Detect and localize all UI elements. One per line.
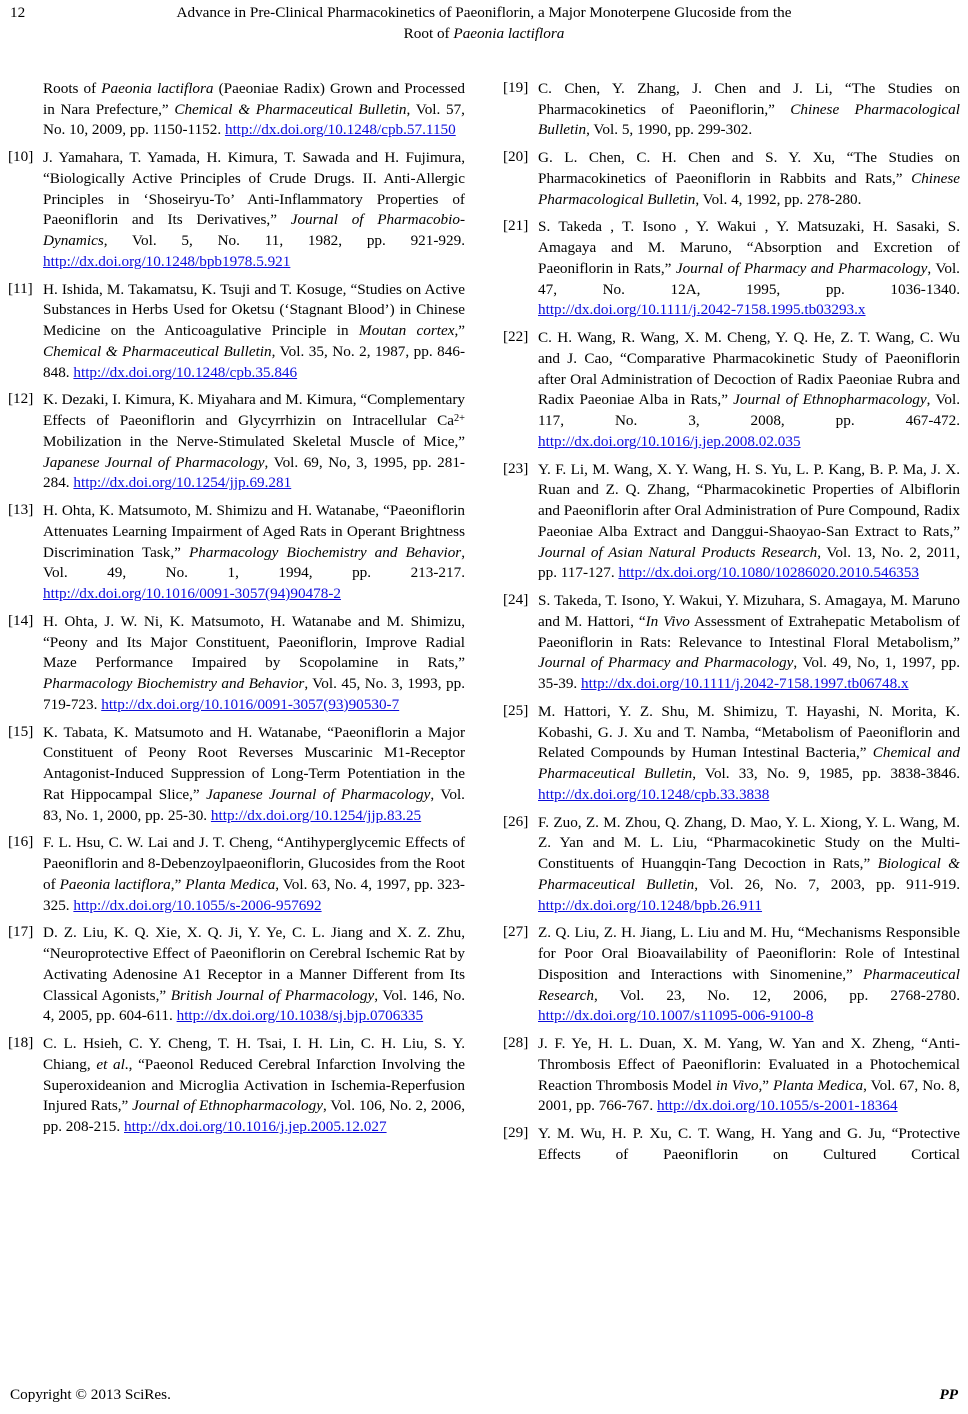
italic-text: Journal of Pharmacy and Pharmacology bbox=[675, 259, 928, 277]
italic-text: In Vivo bbox=[645, 612, 690, 630]
reference-text bbox=[538, 702, 960, 806]
reference-text-segment: F. L. Hsu, C. W. Lai and J. T. Cheng, “Antihyperglycemic Effects of Paeoniflorin and 8-Debenzoylpaeoniflorin, Glucosides from the Root of bbox=[43, 834, 465, 893]
reference-text-segment: J. F. Ye, H. L. Duan, X. M. Yang, W. Yan and X. Zheng, “Anti-Thrombosis Effect of Paeoniflorin: Evaluated in a Photochemical Reaction Thrombosis Model bbox=[538, 1035, 960, 1094]
reference-text-segment: Mobilization in the Nerve-Stimulated Skeletal Muscle of Mice,” bbox=[43, 432, 465, 450]
italic-text: Journal of Ethnopharmacology bbox=[132, 1097, 323, 1115]
reference-text-segment: , Vol. 26, No. 7, 2003, pp. 911-919. bbox=[694, 875, 960, 893]
reference-text-segment: , Vol. 83, No. 1, 2000, pp. 25-30. bbox=[43, 785, 465, 824]
italic-text: Journal of Pharmacobio-Dynamics bbox=[43, 211, 465, 250]
reference-text-segment: , Vol. 49, No. 1, 1994, pp. 213-217. bbox=[43, 543, 465, 582]
reference-text-segment: Y. F. Li, M. Wang, X. Y. Wang, H. S. Yu, L. P. Kang, B. P. Ma, J. X. Ruan and Z. Q. Zhang, “Pharmacokinetic Properties of Albiflorin and Paeoniflorin after Oral Administration of Pure Compound, Radix Paeoniae Alba Extract and Danggui-Shaoyao-San Extract to Rats,” bbox=[538, 460, 960, 540]
reference-entry bbox=[8, 148, 465, 273]
reference-entry bbox=[503, 328, 960, 453]
doi-link[interactable]: http://dx.doi.org/10.1248/bpb1978.5.921 bbox=[43, 252, 291, 270]
italic-text: Chemical and Pharmaceutical Bulletin bbox=[538, 744, 960, 783]
reference-entry bbox=[8, 501, 465, 605]
reference-number: [18] bbox=[8, 1034, 34, 1052]
doi-link[interactable]: http://dx.doi.org/10.1055/s-2006-957692 bbox=[73, 896, 322, 914]
page-footer bbox=[8, 1386, 960, 1406]
reference-text-segment: G. L. Chen, C. H. Chen and S. Y. Xu, “The Studies on Pharmacokinetics of Paeoniflorin in Rabbits and Rats,” bbox=[538, 149, 960, 187]
reference-text-segment: , Vol. 33, No. 9, 1985, pp. 3838-3846. bbox=[692, 765, 960, 783]
italic-text: in Vivo bbox=[715, 1076, 759, 1094]
italic-text: Journal of Pharmacy and Pharmacology bbox=[538, 654, 794, 672]
page-number: 12 bbox=[10, 4, 26, 21]
reference-number: [17] bbox=[8, 923, 34, 941]
reference-text bbox=[43, 1034, 465, 1138]
reference-text-segment: , Vol. 117, No. 3, 2008, pp. 467-472. bbox=[538, 391, 960, 430]
reference-text bbox=[538, 923, 960, 1027]
reference-text-segment: , Vol. 13, No. 2, 2011, pp. 117-127. bbox=[538, 543, 960, 582]
reference-number: [10] bbox=[8, 148, 34, 166]
copyright-text: Copyright © 2013 SciRes. bbox=[10, 1386, 171, 1403]
reference-text-segment: , Vol. 23, No. 12, 2006, pp. 2768-2780. bbox=[593, 986, 960, 1004]
reference-text bbox=[43, 612, 465, 716]
italic-text: Pharmaceutical Research bbox=[538, 965, 960, 1004]
doi-link[interactable]: http://dx.doi.org/10.1254/jjp.83.25 bbox=[210, 806, 422, 824]
reference-number: [27] bbox=[503, 923, 529, 941]
reference-text-segment: , Vol. 69, No, 3, 1995, pp. 281-284. bbox=[43, 453, 465, 492]
reference-text-segment: M. Hattori, Y. Z. Shu, M. Shimizu, T. Hayashi, N. Morita, K. Kobashi, G. J. Xu and T. Namba, “Metabolism of Paeoniflorin and Related Compounds by Human Intestinal Bacteria,” bbox=[538, 702, 960, 762]
reference-text-segment: C. Chen, Y. Zhang, J. Chen and J. Li, “The Studies on Pharmacokinetics of Paeoniflorin,” bbox=[538, 79, 960, 118]
reference-entry bbox=[503, 1034, 960, 1117]
italic-text: Paeonia lactiflora bbox=[59, 875, 171, 893]
reference-text bbox=[538, 79, 960, 141]
reference-number: [26] bbox=[503, 812, 529, 830]
superscript-text: 2+ bbox=[454, 412, 465, 424]
italic-text: Moutan cortex bbox=[358, 322, 455, 340]
running-title-line2 bbox=[8, 24, 960, 45]
reference-entry bbox=[503, 460, 960, 585]
reference-text bbox=[43, 148, 465, 273]
reference-number: [11] bbox=[8, 279, 33, 297]
reference-text-segment: , Vol. 5, 1990, pp. 299-302. bbox=[586, 121, 753, 139]
reference-text bbox=[538, 813, 960, 917]
reference-entry bbox=[8, 79, 465, 141]
reference-number: [21] bbox=[503, 217, 529, 235]
reference-text bbox=[43, 833, 465, 916]
reference-text-segment: Z. Q. Liu, Z. H. Jiang, L. Liu and M. Hu, “Mechanisms Responsible for Poor Oral Bioavailability of Paeoniflorin: Role of Intestinal Disposition and Interactions with Sinomenine,” bbox=[538, 924, 960, 983]
reference-text-segment: S. Takeda , T. Isono , Y. Wakui , Y. Matsuzaki, H. Sasaki, S. Amagaya and M. Maruno, “Absorption and Excretion of Paeoniflorin in Rats,” bbox=[538, 218, 960, 277]
reference-text bbox=[43, 723, 465, 827]
reference-text-segment: , Vol. 49, No, 1, 1997, pp. 35-39. bbox=[538, 654, 960, 693]
reference-entry bbox=[8, 1034, 465, 1138]
reference-entry bbox=[503, 923, 960, 1027]
reference-number: [23] bbox=[503, 459, 529, 477]
reference-text-segment: , Vol. 63, No. 4, 1997, pp. 323-325. bbox=[43, 875, 465, 914]
italic-text: British Journal of Pharmacology bbox=[170, 986, 375, 1004]
italic-text: Journal of Ethnopharmacology bbox=[733, 391, 927, 409]
doi-link[interactable]: http://dx.doi.org/10.1248/cpb.33.3838 bbox=[538, 785, 770, 803]
references-column-left bbox=[8, 79, 465, 1145]
journal-abbreviation: PP bbox=[939, 1386, 958, 1403]
reference-entry bbox=[503, 702, 960, 806]
doi-link[interactable]: http://dx.doi.org/10.1111/j.2042-7158.1997.tb06748.x bbox=[581, 675, 909, 693]
reference-text bbox=[538, 148, 960, 210]
reference-entry bbox=[503, 813, 960, 917]
doi-link[interactable]: http://dx.doi.org/10.1007/s11095-006-9100-8 bbox=[538, 1007, 814, 1025]
reference-text-segment: ,” bbox=[454, 322, 465, 340]
italic-text: Pharmacology Biochemistry and Behavior bbox=[188, 543, 462, 561]
reference-number: [20] bbox=[503, 148, 529, 166]
italic-text: Journal of Asian Natural Products Research bbox=[538, 543, 818, 561]
reference-text-segment: J. Yamahara, T. Yamada, H. Kimura, T. Sawada and H. Fujimura, “Biologically Active Principles of Crude Drugs. II. Anti-Allergic Principles in ‘Shoseiryu-To’ Anti-Inflammatory Properties of Paeoniflorin and Its Derivatives,” bbox=[43, 149, 465, 229]
references-section bbox=[8, 79, 960, 1386]
italic-text: Chemical & Pharmaceutical Bulletin bbox=[174, 100, 407, 118]
italic-text: Pharmacology Biochemistry and Behavior bbox=[43, 675, 305, 693]
reference-text-segment: (Paeoniae Radix) Grown and Processed in Nara Prefecture,” bbox=[43, 79, 465, 118]
reference-number: [25] bbox=[503, 701, 529, 719]
reference-text-segment: , Vol. 47, No. 12A, 1995, pp. 1036-1340. bbox=[538, 259, 960, 298]
running-title-line2-prefix: Root of bbox=[403, 24, 454, 42]
reference-number: [24] bbox=[503, 591, 529, 609]
reference-text bbox=[538, 217, 960, 321]
reference-text bbox=[538, 1034, 960, 1117]
doi-link[interactable]: http://dx.doi.org/10.1038/sj.bjp.0706335 bbox=[176, 1007, 424, 1025]
reference-text bbox=[538, 1124, 960, 1166]
reference-text bbox=[538, 460, 960, 585]
reference-text bbox=[43, 501, 465, 605]
reference-text-segment: S. Takeda, T. Isono, Y. Wakui, Y. Mizuhara, S. Amagaya, M. Maruno and M. Hattori, “ bbox=[538, 592, 960, 630]
italic-text: Paeonia lactiflora bbox=[101, 79, 214, 97]
doi-link[interactable]: http://dx.doi.org/10.1111/j.2042-7158.1995.tb03293.x bbox=[538, 301, 866, 319]
reference-entry bbox=[8, 280, 465, 384]
doi-link[interactable]: http://dx.doi.org/10.1080/10286020.2010.546353 bbox=[618, 564, 919, 582]
reference-text-segment: , Vol. 57, No. 10, 2009, pp. 1150-1152. bbox=[43, 100, 465, 139]
reference-number: [28] bbox=[503, 1034, 529, 1052]
italic-text: Chinese Pharmacological Bulletin bbox=[538, 169, 960, 208]
doi-link[interactable]: http://dx.doi.org/10.1016/j.jep.2005.12.027 bbox=[124, 1118, 387, 1136]
reference-text-segment: ,” bbox=[758, 1076, 774, 1094]
italic-text: Chemical & Pharmaceutical Bulletin bbox=[43, 342, 272, 360]
reference-text bbox=[43, 923, 465, 1027]
reference-text bbox=[538, 328, 960, 453]
reference-text-segment: D. Z. Liu, K. Q. Xie, X. Q. Ji, Y. Ye, C. L. Jiang and X. Z. Zhu, “Neuroprotective Effect of Paeoniflorin on Cerebral Ischemic Rat by Activating Adenosine A1 Receptor in a Manner Different from Its Classical Agonists,” bbox=[43, 924, 465, 1004]
reference-text-segment: C. H. Wang, R. Wang, X. M. Cheng, Y. Q. He, Z. T. Wang, C. Wu and J. Cao, “Comparative Pharmacokinetic Study of Paeoniflorin after Oral Administration of Decoction of Radix Paeoniae Rubra and Radix Paeoniae Alba in Rats,” bbox=[538, 329, 960, 409]
reference-text-segment: , Vol. 45, No. 3, 1993, pp. 719-723. bbox=[43, 675, 465, 713]
reference-text-segment: , Vol. 4, 1992, pp. 278-280. bbox=[695, 190, 862, 208]
reference-text-segment: ., “Paeonol Reduced Cerebral Infarction Involving the Superoxideanion and Microglia Activation in Ischemia-Reperfusion Injured Rats,” bbox=[43, 1055, 465, 1115]
page-header bbox=[8, 3, 960, 45]
reference-text-segment: K. Dezaki, I. Kimura, K. Miyahara and M. Kimura, “Complementary Effects of Paeoniflorin and Glycyrrhizin on Intracellular Ca bbox=[43, 391, 465, 430]
italic-text: et al bbox=[96, 1055, 125, 1073]
italic-text: Japanese Journal of Pharmacology bbox=[43, 453, 265, 471]
reference-text-segment: , Vol. 35, No. 2, 1987, pp. 846-848. bbox=[43, 342, 466, 381]
reference-text-segment: , Vol. 67, No. 8, 2001, pp. 766-767. bbox=[538, 1076, 960, 1115]
reference-entry bbox=[8, 390, 465, 494]
reference-number: [19] bbox=[503, 78, 529, 96]
doi-link[interactable]: http://dx.doi.org/10.1055/s-2001-18364 bbox=[656, 1097, 898, 1115]
running-title-species-italic: Paeonia lactiflora bbox=[453, 24, 565, 42]
reference-entry bbox=[8, 612, 465, 716]
reference-text-segment: , Vol. 5, No. 11, 1982, pp. 921-929. bbox=[103, 232, 465, 250]
reference-text-segment: H. Ohta, J. W. Ni, K. Matsumoto, H. Watanabe and M. Shimizu, “Peony and Its Major Constituent, Paeoniflorin, Improve Radial Maze Performance Impaired by Scopolamine in Rats,” bbox=[43, 612, 465, 672]
doi-link[interactable]: http://dx.doi.org/10.1248/cpb.35.846 bbox=[73, 363, 298, 381]
doi-link[interactable]: http://dx.doi.org/10.1016/0091-3057(93)90530-7 bbox=[101, 695, 400, 713]
reference-text-segment: , Vol. 146, No. 4, 2005, pp. 604-611. bbox=[43, 986, 465, 1025]
reference-text-segment: Assessment of Extrahepatic Metabolism of Paeoniflorin in Rats: Relevance to Intestinal Floral Metabolism,” bbox=[538, 612, 960, 651]
reference-number: [13] bbox=[8, 501, 34, 519]
reference-text-segment: C. L. Hsieh, C. Y. Cheng, T. H. Tsai, I. H. Lin, C. H. Liu, S. Y. Chiang, bbox=[43, 1035, 465, 1073]
doi-link[interactable]: http://dx.doi.org/10.1254/jjp.69.281 bbox=[73, 474, 292, 492]
reference-text bbox=[43, 280, 465, 384]
reference-text bbox=[538, 591, 960, 695]
doi-link[interactable]: http://dx.doi.org/10.1016/0091-3057(94)90478-2 bbox=[43, 585, 341, 603]
italic-text: Planta Medica bbox=[773, 1076, 864, 1094]
reference-number: [29] bbox=[503, 1124, 529, 1142]
reference-text-segment: F. Zuo, Z. M. Zhou, Q. Zhang, D. Mao, Y. L. Xiong, Y. L. Wang, M. Z. Yan and M. L. Liu, “Pharmacokinetic Study on the Multi-Constituents of Huangqin-Tang Decoction in Rats,” bbox=[538, 813, 960, 873]
reference-number: [22] bbox=[503, 328, 529, 346]
reference-text-segment: H. Ishida, M. Takamatsu, K. Tsuji and T. Kosuge, “Studies on Active Substances in Herbs Used for Oketsu (‘Stagnant Blood’) in Chinese Medicine on the Anticoagulative Principle in bbox=[43, 280, 465, 340]
reference-text bbox=[43, 79, 465, 141]
reference-entry bbox=[8, 723, 465, 827]
reference-entry bbox=[503, 1124, 960, 1166]
reference-entry bbox=[8, 923, 465, 1027]
reference-entry bbox=[503, 148, 960, 210]
reference-text-segment: Y. M. Wu, H. P. Xu, C. T. Wang, H. Yang and G. Ju, “Protective Effects of Paeoniflorin on Cultured Cortical bbox=[538, 1125, 960, 1163]
reference-entry bbox=[503, 217, 960, 321]
reference-text-segment: Roots of bbox=[43, 79, 102, 97]
reference-number: [12] bbox=[8, 390, 34, 408]
reference-text-segment: K. Tabata, K. Matsumoto and H. Watanabe, “Paeoniflorin a Major Constituent of Peony Root Reverses Muscarinic M1-Receptor Antagonist-Induced Suppression of Long-Term Potentiation in the Rat Hippocampal Slice,” bbox=[43, 723, 465, 803]
italic-text: Planta Medica bbox=[185, 875, 276, 893]
italic-text: Chinese Pharmacological Bulletin bbox=[538, 100, 960, 139]
reference-number: [16] bbox=[8, 833, 34, 851]
italic-text: Biological & Pharmaceutical Bulletin bbox=[538, 855, 960, 893]
reference-text-segment: H. Ohta, K. Matsumoto, M. Shimizu and H. Watanabe, “Paeoniflorin Attenuates Learning Impairment of Aged Rats in Operant Brightness Discrimination Task,” bbox=[43, 502, 465, 561]
reference-text bbox=[43, 390, 465, 494]
references-column-right bbox=[503, 79, 960, 1173]
italic-text: Japanese Journal of Pharmacology bbox=[206, 785, 431, 803]
reference-number: [15] bbox=[8, 722, 34, 740]
reference-number: [14] bbox=[8, 611, 34, 629]
reference-text-segment: , Vol. 106, No. 2, 2006, pp. 208-215. bbox=[43, 1097, 465, 1136]
reference-entry bbox=[8, 833, 465, 916]
reference-text-segment: ,” bbox=[170, 875, 186, 893]
reference-entry bbox=[503, 79, 960, 141]
doi-link[interactable]: http://dx.doi.org/10.1248/bpb.26.911 bbox=[538, 896, 763, 914]
running-title-line1: Advance in Pre-Clinical Pharmacokinetics of Paeoniflorin, a Major Monoterpene Glucoside from the bbox=[176, 4, 792, 21]
doi-link[interactable]: http://dx.doi.org/10.1248/cpb.57.1150 bbox=[224, 121, 456, 139]
reference-number bbox=[8, 79, 43, 141]
reference-entry bbox=[503, 591, 960, 695]
doi-link[interactable]: http://dx.doi.org/10.1016/j.jep.2008.02.035 bbox=[538, 432, 801, 450]
